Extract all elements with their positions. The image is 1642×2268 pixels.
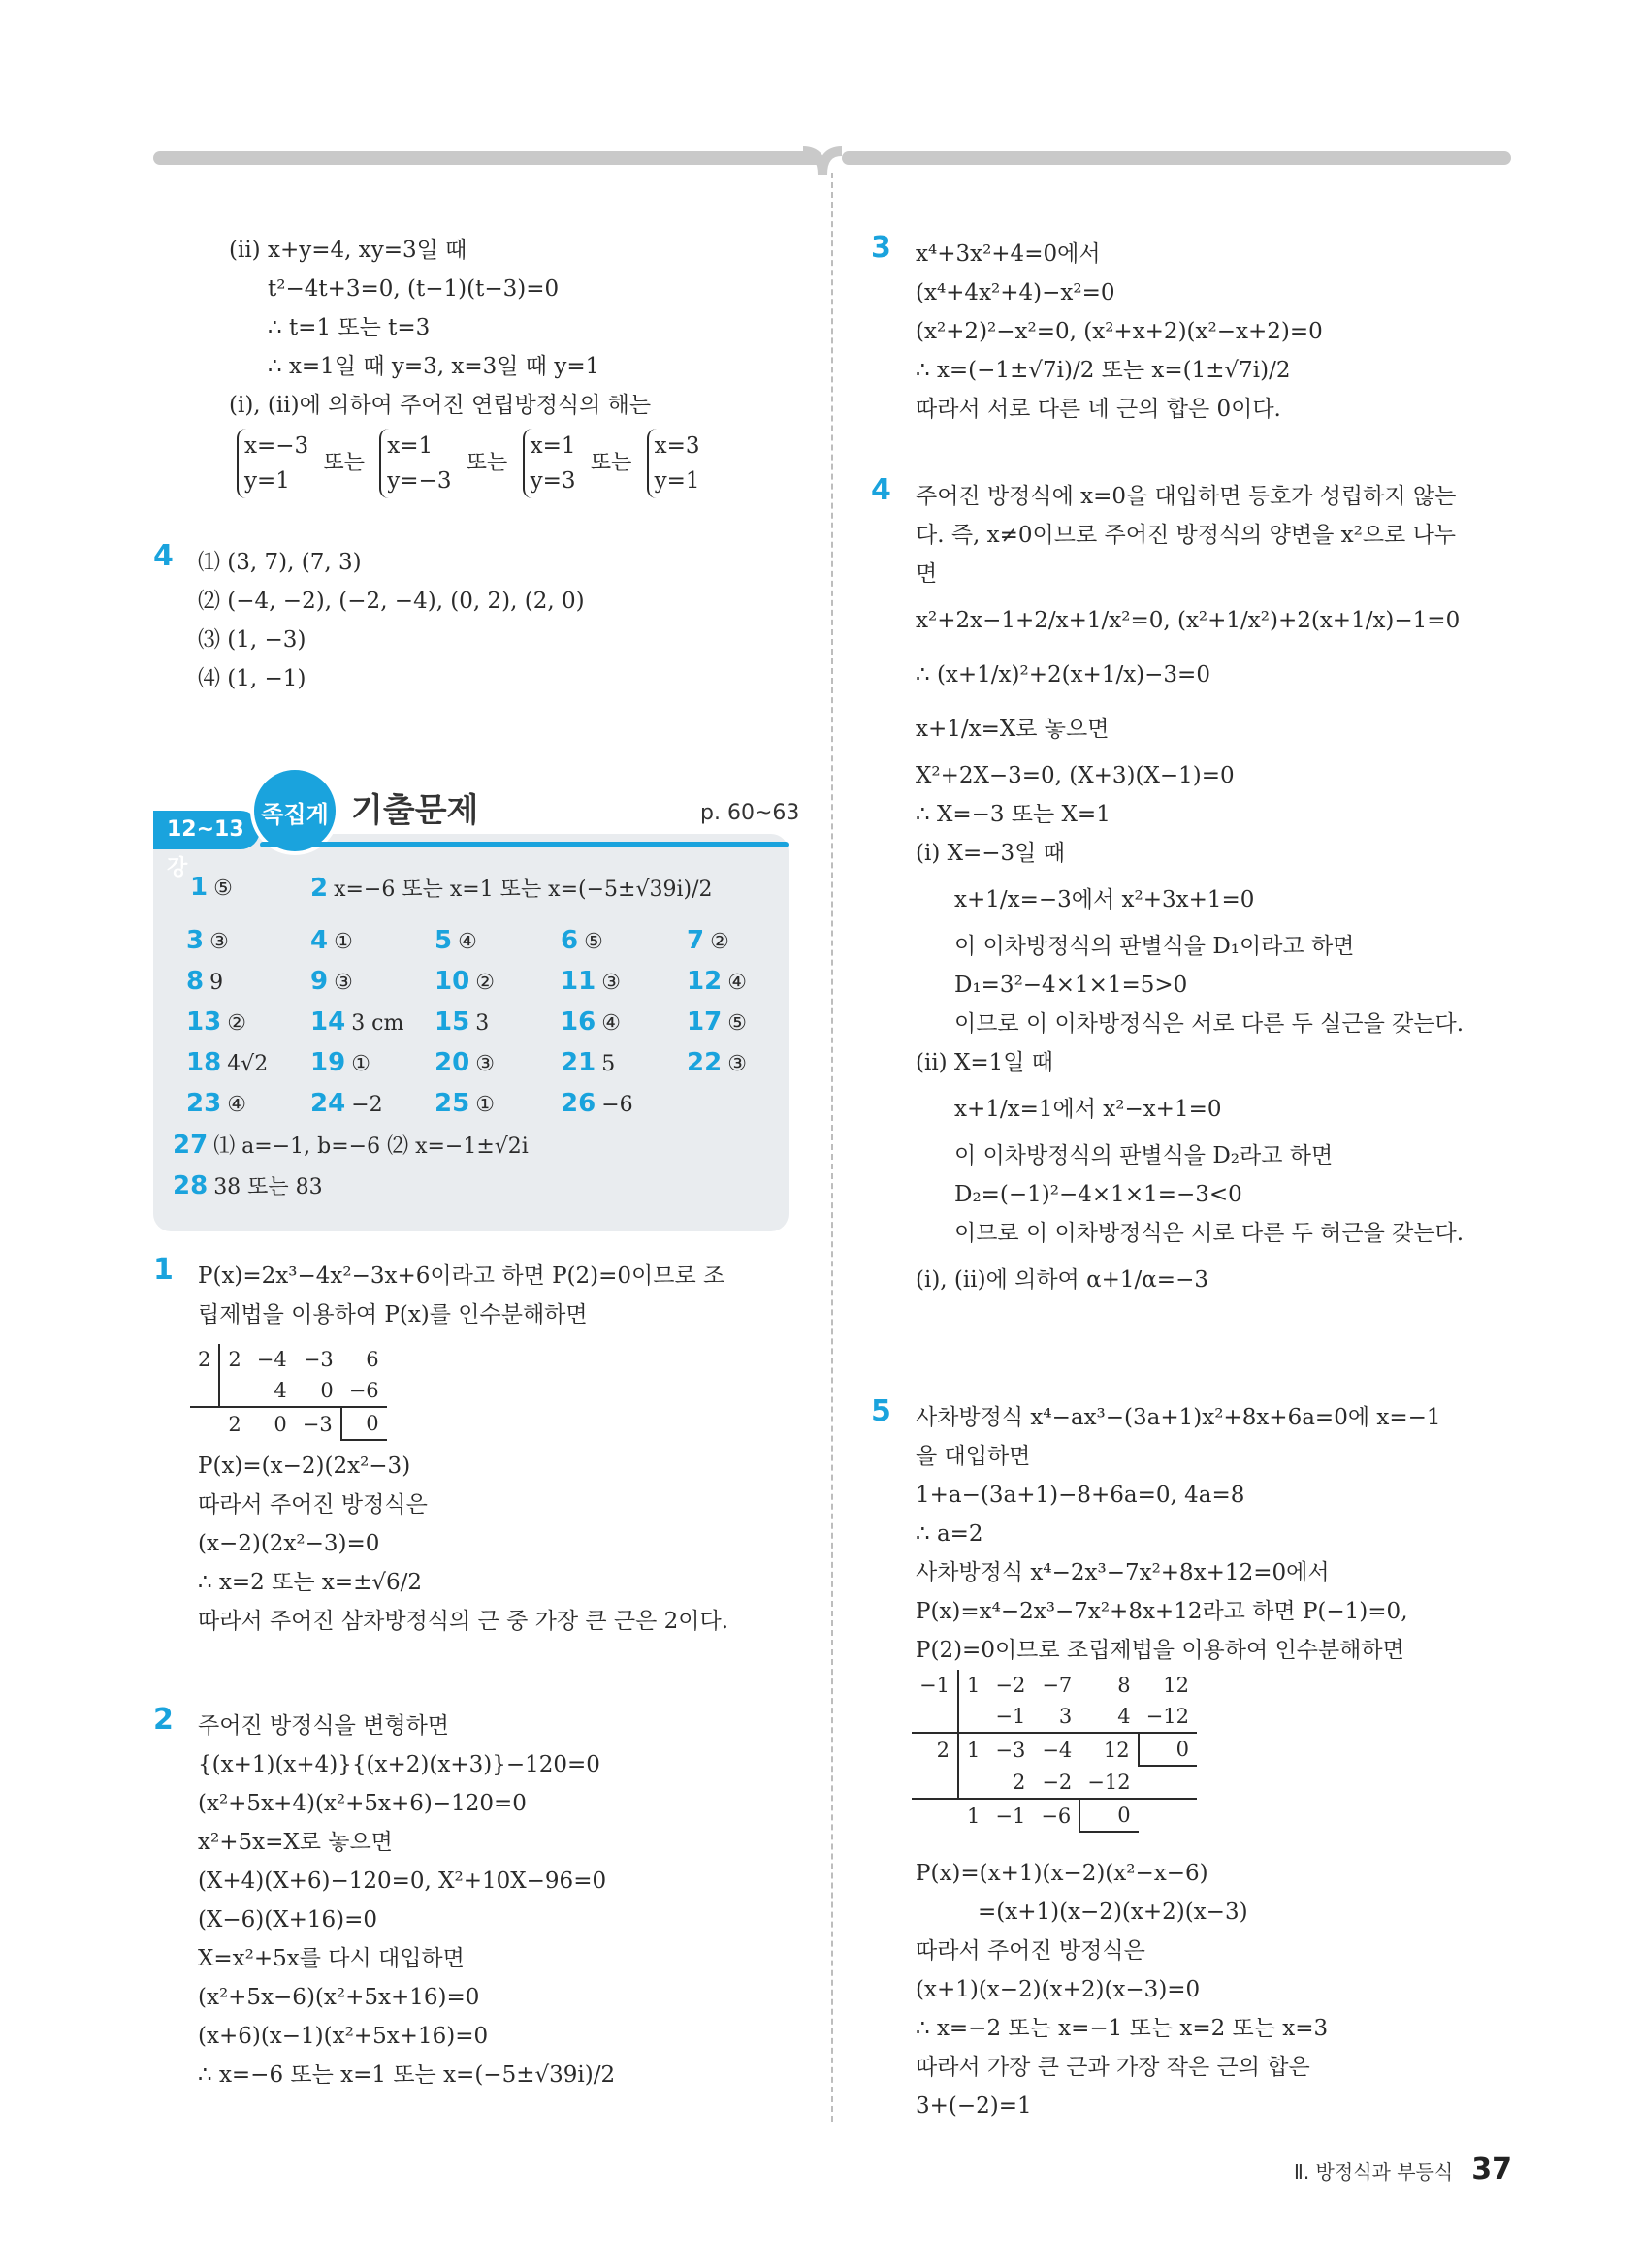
line: P(2)=0이므로 조립제법을 이용하여 인수분해하면 — [916, 1638, 1404, 1663]
answer-item — [687, 1048, 747, 1077]
line: ⑶ (1, −3) — [198, 627, 306, 653]
problem-number: 4 — [153, 539, 174, 573]
answer-item — [435, 1048, 495, 1077]
line: 면 — [916, 561, 938, 587]
line: 이 이차방정식의 판별식을 D₁이라고 하면 — [954, 934, 1355, 959]
answer-number: 24 — [310, 1089, 346, 1118]
answer-value: ③ — [334, 971, 353, 995]
answer-item — [561, 1089, 633, 1118]
line: x²+5x=X로 놓으면 — [198, 1830, 393, 1855]
answer-value: 9 — [209, 971, 224, 995]
solution-number: 5 — [871, 1394, 891, 1428]
answer-value: ④ — [727, 971, 747, 995]
answer-item — [186, 1048, 268, 1077]
line: D₂=(−1)²−4×1×1=−3<0 — [954, 1182, 1242, 1207]
answer-value: ③ — [601, 971, 621, 995]
answer-value: ① — [475, 1093, 495, 1117]
answer-value: ② — [227, 1011, 246, 1036]
solution-5-b — [916, 1854, 1527, 2125]
answer-item — [310, 1048, 370, 1077]
line: ∴ x=−2 또는 x=−1 또는 x=2 또는 x=3 — [916, 2016, 1329, 2041]
answer-item — [435, 1007, 489, 1037]
line: t²−4t+3=0, (t−1)(t−3)=0 — [268, 276, 560, 302]
answer-value: 3 cm — [351, 1011, 404, 1036]
answer-value: ⑤ — [727, 1011, 747, 1036]
answer-item — [186, 967, 223, 996]
line: (x⁴+4x²+4)−x²=0 — [916, 280, 1115, 305]
answer-value: x=−6 또는 x=1 또는 x=(−5±√39i)/2 — [334, 878, 713, 902]
answer-number: 5 — [435, 926, 453, 955]
line: 따라서 주어진 삼차방정식의 근 중 가장 큰 근은 2이다. — [198, 1609, 729, 1634]
solution-1-a — [198, 1257, 799, 1334]
answer-number: 9 — [310, 967, 329, 996]
answer-number: 20 — [435, 1048, 470, 1077]
answer-value: ⑴ a=−1, b=−6 ⑵ x=−1±√2i — [213, 1134, 529, 1159]
line: ∴ a=2 — [916, 1521, 983, 1547]
answer-number: 8 — [186, 967, 205, 996]
answer-number: 14 — [310, 1007, 346, 1037]
line: (x²+5x−6)(x²+5x+16)=0 — [198, 1985, 480, 2010]
line: (ⅰ), (ⅱ)에 의하여 α+1/α=−3 — [916, 1267, 1208, 1293]
solution-number: 1 — [153, 1253, 174, 1287]
answer-value: 3 — [475, 1011, 490, 1036]
line: (x²+2)²−x²=0, (x²+x+2)(x²−x+2)=0 — [916, 319, 1323, 344]
solution-number: 3 — [871, 231, 891, 265]
answer-item — [435, 967, 495, 996]
lesson-tag: 12~13강 — [153, 811, 260, 849]
solution-number: 4 — [871, 473, 891, 507]
system: x=1 y=−3 — [379, 429, 451, 498]
system: x=−3 y=1 — [237, 429, 308, 498]
line: (X−6)(X+16)=0 — [198, 1907, 377, 1933]
answer-item — [561, 967, 621, 996]
answer-number: 6 — [561, 926, 579, 955]
answer-item — [190, 873, 233, 902]
line: (X+4)(X+6)−120=0, X²+10X−96=0 — [198, 1869, 607, 1894]
answer-number: 13 — [186, 1007, 222, 1037]
answer-item — [435, 926, 477, 955]
line: x+1/x=1에서 x²−x+1=0 — [954, 1097, 1222, 1122]
solution-2 — [198, 1707, 799, 2094]
line: 3+(−2)=1 — [916, 2093, 1032, 2119]
line: (x+6)(x−1)(x²+5x+16)=0 — [198, 2024, 489, 2049]
line: x⁴+3x²+4=0에서 — [916, 241, 1101, 267]
line: x²+2x−1+2/x+1/x²=0, (x²+1/x²)+2(x+1/x)−1=0 — [916, 608, 1461, 633]
column-divider — [831, 173, 833, 2122]
line: 주어진 방정식을 변형하면 — [198, 1713, 450, 1739]
answer-item — [687, 1007, 747, 1037]
line: ⑷ (1, −1) — [198, 666, 306, 691]
answer-value: ④ — [227, 1093, 246, 1117]
top-bar-right — [842, 151, 1511, 165]
answer-value: ① — [351, 1052, 370, 1076]
line: x+1/x=X로 놓으면 — [916, 717, 1110, 742]
answer-number: 7 — [687, 926, 705, 955]
answer-item — [186, 1089, 246, 1118]
answer-number: 23 — [186, 1089, 222, 1118]
answer-value: ⑤ — [213, 877, 233, 901]
line: 이므로 이 이차방정식은 서로 다른 두 실근을 갖는다. — [954, 1011, 1465, 1037]
line: ∴ t=1 또는 t=3 — [268, 315, 431, 340]
answer-value: ⑤ — [584, 930, 603, 954]
top-bar-left — [153, 151, 822, 165]
line: 1+a−(3a+1)−8+6a=0, 4a=8 — [916, 1483, 1245, 1508]
answer-value: −2 — [351, 1093, 383, 1117]
solution-5-a — [916, 1398, 1527, 1670]
answer-item — [561, 1007, 621, 1037]
answer-item — [687, 926, 729, 955]
answer-item — [173, 1130, 529, 1160]
line: (ⅱ) x+y=4, xy=3일 때 — [229, 238, 467, 263]
answer-number: 11 — [561, 967, 596, 996]
answer-number: 18 — [186, 1048, 222, 1077]
answer-number: 17 — [687, 1007, 723, 1037]
line: P(x)=x⁴−2x³−7x²+8x+12라고 하면 P(−1)=0, — [916, 1599, 1408, 1624]
answer-value: ③ — [209, 930, 229, 954]
line: 따라서 주어진 방정식은 — [916, 1938, 1145, 1964]
line: 이 이차방정식의 판별식을 D₂라고 하면 — [954, 1143, 1334, 1168]
answer-value: 5 — [601, 1052, 616, 1076]
answer-number: 12 — [687, 967, 723, 996]
line: 따라서 주어진 방정식은 — [198, 1492, 428, 1517]
line: ∴ (x+1/x)²+2(x+1/x)−3=0 — [916, 662, 1210, 687]
answer-item — [687, 967, 747, 996]
line: (x−2)(2x²−3)=0 — [198, 1531, 380, 1556]
line: ⑵ (−4, −2), (−2, −4), (0, 2), (2, 0) — [198, 589, 585, 614]
answer-value: 4√2 — [227, 1052, 269, 1076]
page-number: 37 — [1471, 2153, 1512, 2187]
line: (x²+5x+4)(x²+5x+6)−120=0 — [198, 1791, 527, 1816]
binding-notch — [803, 145, 842, 184]
answer-item — [310, 967, 353, 996]
line: {(x+1)(x+4)}{(x+2)(x+3)}−120=0 — [198, 1752, 600, 1777]
badge: 족집게 — [250, 766, 339, 855]
box-rule — [260, 842, 789, 847]
answer-item — [310, 926, 353, 955]
answer-number: 1 — [190, 873, 209, 902]
line: 이므로 이 이차방정식은 서로 다른 두 허근을 갖는다. — [954, 1221, 1465, 1246]
line: 사차방정식 x⁴−ax³−(3a+1)x²+8x+6a=0에 x=−1 — [916, 1405, 1441, 1430]
problem-4-answers — [198, 543, 780, 698]
answer-item — [310, 873, 713, 903]
answer-item — [435, 1089, 495, 1118]
synthetic-division-5: −1 1 −2 −7 8 12 −1 3 4 −12 2 1 −3 −4 12 0 2 −2 −12 1 −1 −6 0 — [912, 1670, 1197, 1833]
line: (x+1)(x−2)(x+2)(x−3)=0 — [916, 1977, 1201, 2002]
line: (ⅱ) X=1일 때 — [916, 1050, 1053, 1075]
page-footer — [1294, 2153, 1512, 2187]
line: P(x)=(x+1)(x−2)(x²−x−6) — [916, 1861, 1208, 1886]
line: X=x²+5x를 다시 대입하면 — [198, 1946, 465, 1971]
answer-item — [561, 926, 603, 955]
line: D₁=3²−4×1×1=5>0 — [954, 973, 1188, 998]
system: x=1 y=3 — [523, 429, 576, 498]
line: ⑴ (3, 7), (7, 3) — [198, 550, 362, 575]
answer-item — [186, 1007, 246, 1037]
solution-1-b — [198, 1447, 799, 1641]
line: P(x)=(x−2)(2x²−3) — [198, 1453, 411, 1479]
line: (ⅰ), (ⅱ)에 의하여 주어진 연립방정식의 해는 — [229, 393, 652, 418]
answer-value: ② — [475, 971, 495, 995]
answer-number: 26 — [561, 1089, 596, 1118]
answer-value: ④ — [458, 930, 477, 954]
answer-value: 38 또는 83 — [213, 1175, 323, 1199]
systems-row: x=−3 y=1 또는 x=1 y=−3 또는 x=1 y=3 또는 x=3 y=1 — [229, 429, 772, 498]
answer-number: 10 — [435, 967, 470, 996]
line: ∴ x=1일 때 y=3, x=3일 때 y=1 — [268, 354, 600, 379]
answer-item — [561, 1048, 615, 1077]
line: 사차방정식 x⁴−2x³−7x²+8x+12=0에서 — [916, 1560, 1330, 1585]
line: 주어진 방정식에 x=0을 대입하면 등호가 성립하지 않는 — [916, 484, 1457, 509]
answer-value: ③ — [727, 1052, 747, 1076]
line: 을 대입하면 — [916, 1444, 1031, 1469]
box-pages: p. 60~63 — [700, 801, 800, 825]
line: ∴ x=−6 또는 x=1 또는 x=(−5±√39i)/2 — [198, 2062, 616, 2088]
solution-3 — [916, 235, 1527, 429]
answer-value: ① — [334, 930, 353, 954]
synthetic-division-1: 2 2 −4 −3 6 4 0 −6 2 0 −3 0 — [190, 1344, 387, 1441]
answer-value: −6 — [601, 1093, 633, 1117]
answer-value: ③ — [475, 1052, 495, 1076]
answer-number: 15 — [435, 1007, 470, 1037]
answer-number: 25 — [435, 1089, 470, 1118]
box-title: 기출문제 — [351, 791, 479, 830]
line: ∴ X=−3 또는 X=1 — [916, 802, 1111, 827]
line: 립제법을 이용하여 P(x)를 인수분해하면 — [198, 1302, 588, 1327]
line: 다. 즉, x≠0이므로 주어진 방정식의 양변을 x²으로 나누 — [916, 523, 1457, 548]
line: (ⅰ) X=−3일 때 — [916, 841, 1065, 866]
answer-number: 28 — [173, 1171, 209, 1200]
solution-4 — [916, 477, 1527, 1307]
answer-value: ④ — [601, 1011, 621, 1036]
line: ∴ x=(−1±√7i)/2 또는 x=(1±√7i)/2 — [916, 358, 1291, 383]
line: ∴ x=2 또는 x=±√6/2 — [198, 1570, 423, 1595]
line: x+1/x=−3에서 x²+3x+1=0 — [954, 887, 1255, 912]
answer-number: 4 — [310, 926, 329, 955]
answer-number: 2 — [310, 874, 329, 903]
answer-item — [186, 926, 229, 955]
answer-number: 3 — [186, 926, 205, 955]
answer-number: 19 — [310, 1048, 346, 1077]
line: =(x+1)(x−2)(x+2)(x−3) — [978, 1900, 1248, 1925]
answer-number: 27 — [173, 1131, 209, 1160]
answer-number: 22 — [687, 1048, 723, 1077]
line: 따라서 가장 큰 근과 가장 작은 근의 합은 — [916, 2055, 1310, 2080]
answer-value: ② — [710, 930, 729, 954]
line: P(x)=2x³−4x²−3x+6이라고 하면 P(2)=0이므로 조 — [198, 1263, 725, 1289]
answer-item — [310, 1089, 383, 1118]
answer-item — [310, 1007, 403, 1037]
line: X²+2X−3=0, (X+3)(X−1)=0 — [916, 763, 1235, 788]
left-part-ii — [229, 231, 772, 498]
answer-number: 16 — [561, 1007, 596, 1037]
answer-number: 21 — [561, 1048, 596, 1077]
line: 따라서 서로 다른 네 근의 합은 0이다. — [916, 397, 1281, 422]
section-label: Ⅱ. 방정식과 부등식 — [1294, 2160, 1454, 2184]
solution-number: 2 — [153, 1703, 174, 1737]
system: x=3 y=1 — [647, 429, 700, 498]
answer-item — [173, 1170, 323, 1200]
